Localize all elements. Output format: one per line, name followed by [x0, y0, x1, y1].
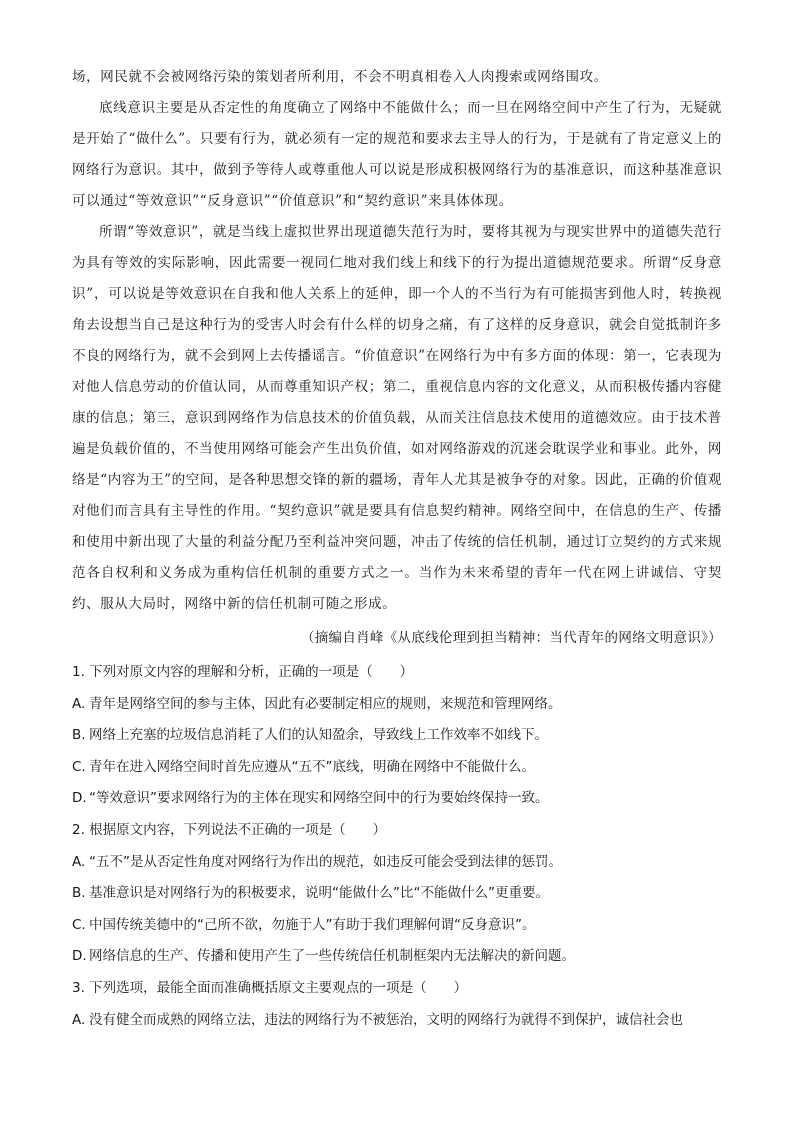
option-letter: A. [72, 853, 86, 870]
option-text: 没有健全而成熟的网络立法，违法的网络行为不被惩治，文明的网络行为就得不到保护，诚信社会也 [89, 1011, 683, 1028]
option-letter: B. [72, 885, 86, 902]
option-letter: C. [72, 758, 86, 775]
question-2-option-a [72, 847, 722, 879]
question-2-option-b [72, 878, 722, 910]
option-letter: D. [72, 948, 87, 965]
question-list [72, 657, 722, 1036]
question-1-option-d [72, 783, 722, 815]
question-3-stem: 3. 下列选项，最能全面而准确概括原文主要观点的一项是（ ） [72, 979, 468, 996]
option-text: 中国传统美德中的“己所不欲，勿施于人”有助于我们理解何谓“反身意识”。 [89, 916, 536, 933]
option-text: 青年是网络空间的参与主体，因此有必要制定相应的规则，来规范和管理网络。 [89, 695, 562, 712]
question-2-option-c [72, 910, 722, 942]
option-letter: B. [72, 727, 86, 744]
question-1-option-b [72, 720, 722, 752]
passage-paragraph-2: 底线意识主要是从否定性的角度确立了网络中不能做什么；而一旦在网络空间中产生了行为，无疑就是开始了“做什么”。只要有行为，就必须有一定的规范和要求去主导人的行为，于是就有了肯定意义上的网络行为意识。其中，做到予等待人或尊重他人可以说是形成积极网络行为的基准意识，而这种基准意识可以通过“等效意识”“反身意识”“价值意识”和“契约意识”来具体体现。 [72, 100, 722, 209]
option-text: “五不”是从否定性角度对网络行为作出的规范，如违反可能会受到法律的惩罚。 [89, 853, 562, 870]
question-2-option-d [72, 941, 722, 973]
option-letter: D. [72, 790, 87, 807]
option-text: 网络信息的生产、传播和使用产生了一些传统信任机制框架内无法解决的新问题。 [89, 948, 575, 965]
passage-paragraph-3: 所谓“等效意识”，就是当线上虚拟世界出现道德失范行为时，要将其视为与现实世界中的道德失范行为具有等效的实际影响，因此需要一视同仁地对我们线上和线下的行为提出道德规范要求。所谓“反身意识”，可以说是等效意识在自我和他人关系上的延伸，即一个人的不当行为有可能损害到他人时，转换视角去设想当自己是这种行为的受害人时会有什么样的切身之痛，有了这样的反身意识，就会自觉抵制许多不良的网络行为，就不会到网上去传播谣言。“价值意识”在网络行为中有多方面的体现：第一，它表现为对他人信息劳动的价值认同，从而尊重知识产权；第二，重视信息内容的文化意义，从而积极传播内容健康的信息；第三，意识到网络作为信息技术的价值负载，从而关注信息技术使用的道德效应。由于技术普遍是负载价值的，不当使用网络可能会产生出负价值，如对网络游戏的沉迷会耽误学业和事业。此外，网络是“内容为王”的空间，是各种思想交锋的新的疆场，青年人尤其是被争夺的对象。因此，正确的价值观对他们而言具有主导性的作用。“契约意识”就是要具有信息契约精神。网络空间中，在信息的生产、传播和使用中新出现了大量的利益分配乃至利益冲突问题，冲击了传统的信任机制，通过订立契约的方式来规范各自权利和义务成为重构信任机制的重要方式之一。当作为未来希望的青年一代在网上讲诚信、守契约、服从大局时，网络中新的信任机制可随之形成。 [72, 224, 722, 612]
option-text: 青年在进入网络空间时首先应遵从“五不”底线，明确在网络中不能做什么。 [89, 758, 535, 775]
question-3-option-a [72, 1005, 722, 1037]
source-citation: （摘编自肖峰《从底线伦理到担当精神：当代青年的网络文明意识》） [300, 630, 722, 646]
question-1-option-c [72, 752, 722, 784]
question-1-stem: 1. 下列对原文内容的理解和分析，正确的一项是（ ） [72, 664, 414, 680]
option-letter: A. [72, 695, 86, 712]
option-letter: A. [72, 1011, 86, 1028]
question-1-option-a [72, 689, 722, 721]
option-text: 基准意识是对网络行为的积极要求，说明“能做什么”比“不能做什么”更重要。 [89, 885, 549, 902]
option-text: “等效意识”要求网络行为的主体在现实和网络空间中的行为要始终保持一致。 [89, 790, 549, 807]
question-2-stem: 2. 根据原文内容，下列说法不正确的一项是（ ） [72, 821, 387, 838]
option-text: 网络上充塞的垃圾信息消耗了人们的认知盈余，导致线上工作效率不如线下。 [89, 727, 548, 744]
passage [72, 62, 722, 620]
passage-paragraph-1: 场，网民就不会被网络污染的策划者所利用，不会不明真相卷入人肉搜索或网络围攻。 [72, 69, 608, 85]
option-letter: C. [72, 916, 86, 933]
